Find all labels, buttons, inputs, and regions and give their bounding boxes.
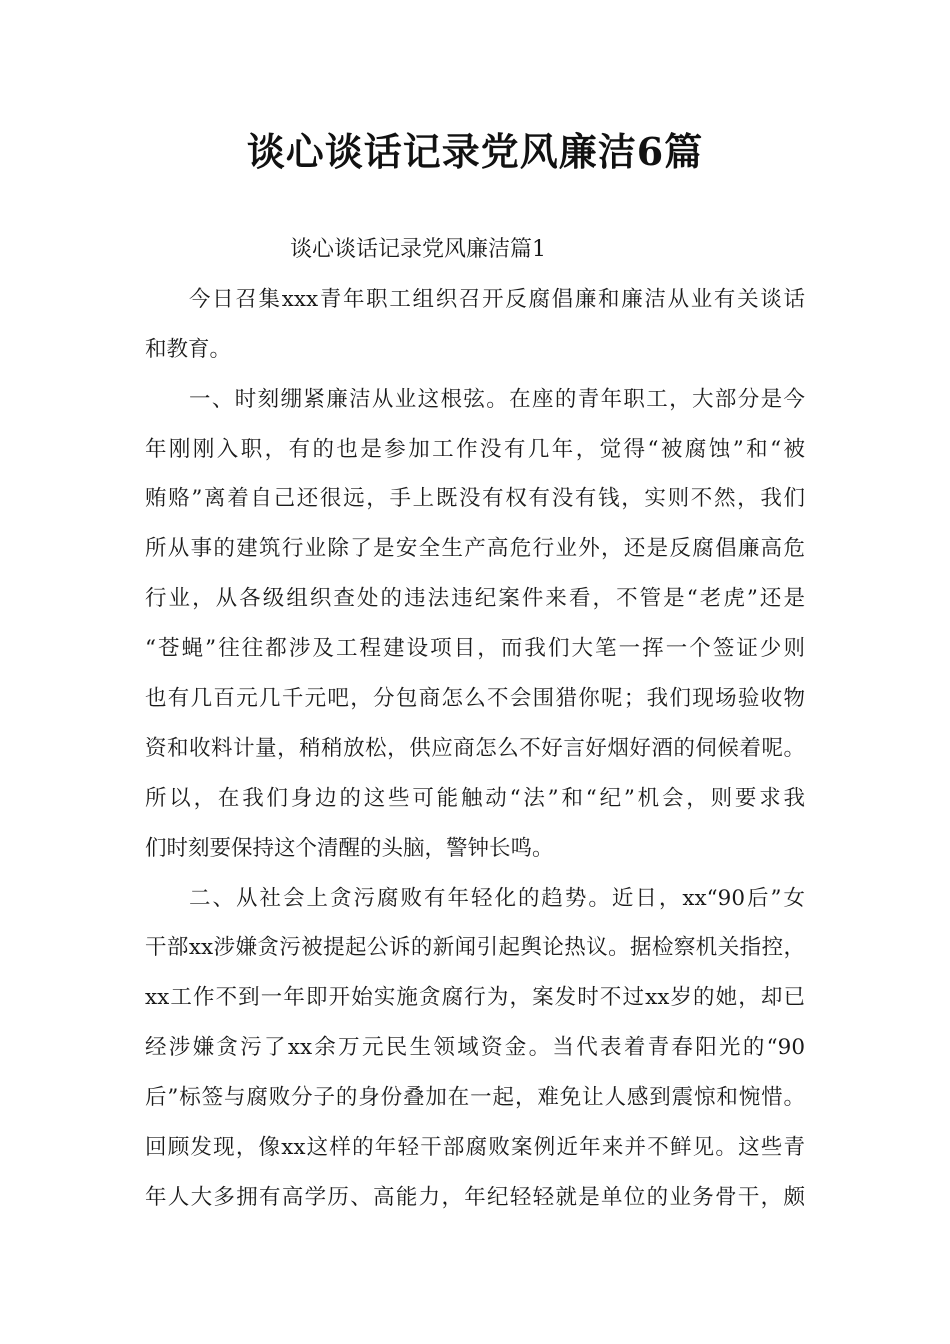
- document-title: 谈心谈话记录党风廉洁6篇: [246, 129, 704, 174]
- text-line: 和教育。: [145, 336, 232, 362]
- text-line: 资和收料计量，稍稍放松，供应商怎么不好言好烟好酒的伺候着呢。: [145, 735, 805, 761]
- text-line: 年刚刚入职，有的也是参加工作没有几年，觉得“被腐蚀”和“被: [145, 436, 805, 462]
- text-line: 贿赂”离着自己还很远，手上既没有权有没有钱，实则不然，我们: [145, 486, 805, 512]
- text-line: 一、时刻绷紧廉洁从业这根弦。在座的青年职工，大部分是今: [189, 386, 805, 412]
- text-line: 二、从社会上贪污腐败有年轻化的趋势。近日，xx“90后”女: [189, 885, 805, 911]
- text-line: 今日召集xxx青年职工组织召开反腐倡廉和廉洁从业有关谈话: [189, 286, 805, 312]
- section-heading: 谈心谈话记录党风廉洁篇1: [290, 237, 546, 262]
- text-line: 干部xx涉嫌贪污被提起公诉的新闻引起舆论热议。据检察机关指控，: [145, 935, 805, 961]
- text-line: 后”标签与腐败分子的身份叠加在一起，难免让人感到震惊和惋惜。: [145, 1085, 805, 1111]
- paragraph-point-two: [145, 874, 805, 1223]
- text-line: “苍蝇”往往都涉及工程建设项目，而我们大笔一挥一个签证少则: [145, 636, 805, 662]
- text-line: 们时刻要保持这个清醒的头脑，警钟长鸣。: [145, 835, 554, 861]
- paragraph-intro: [145, 275, 805, 375]
- text-line: xx工作不到一年即开始实施贪腐行为，案发时不过xx岁的她，却已: [145, 985, 805, 1011]
- text-line: 经涉嫌贪污了xx余万元民生领域资金。当代表着青春阳光的“90: [145, 1035, 805, 1061]
- text-line: 回顾发现，像xx这样的年轻干部腐败案例近年来并不鲜见。这些青: [145, 1135, 805, 1161]
- text-line: 所以，在我们身边的这些可能触动“法”和“纪”机会，则要求我: [145, 785, 805, 811]
- text-line: 也有几百元几千元吧，分包商怎么不会围猎你呢；我们现场验收物: [145, 686, 805, 712]
- text-line: 行业，从各级组织查处的违法违纪案件来看，不管是“老虎”还是: [145, 586, 805, 612]
- document-body: [145, 225, 805, 1223]
- text-line: 所从事的建筑行业除了是安全生产高危行业外，还是反腐倡廉高危: [145, 536, 805, 562]
- paragraph-point-one: [145, 375, 805, 874]
- text-line: 年人大多拥有高学历、高能力，年纪轻轻就是单位的业务骨干，颇: [145, 1184, 805, 1210]
